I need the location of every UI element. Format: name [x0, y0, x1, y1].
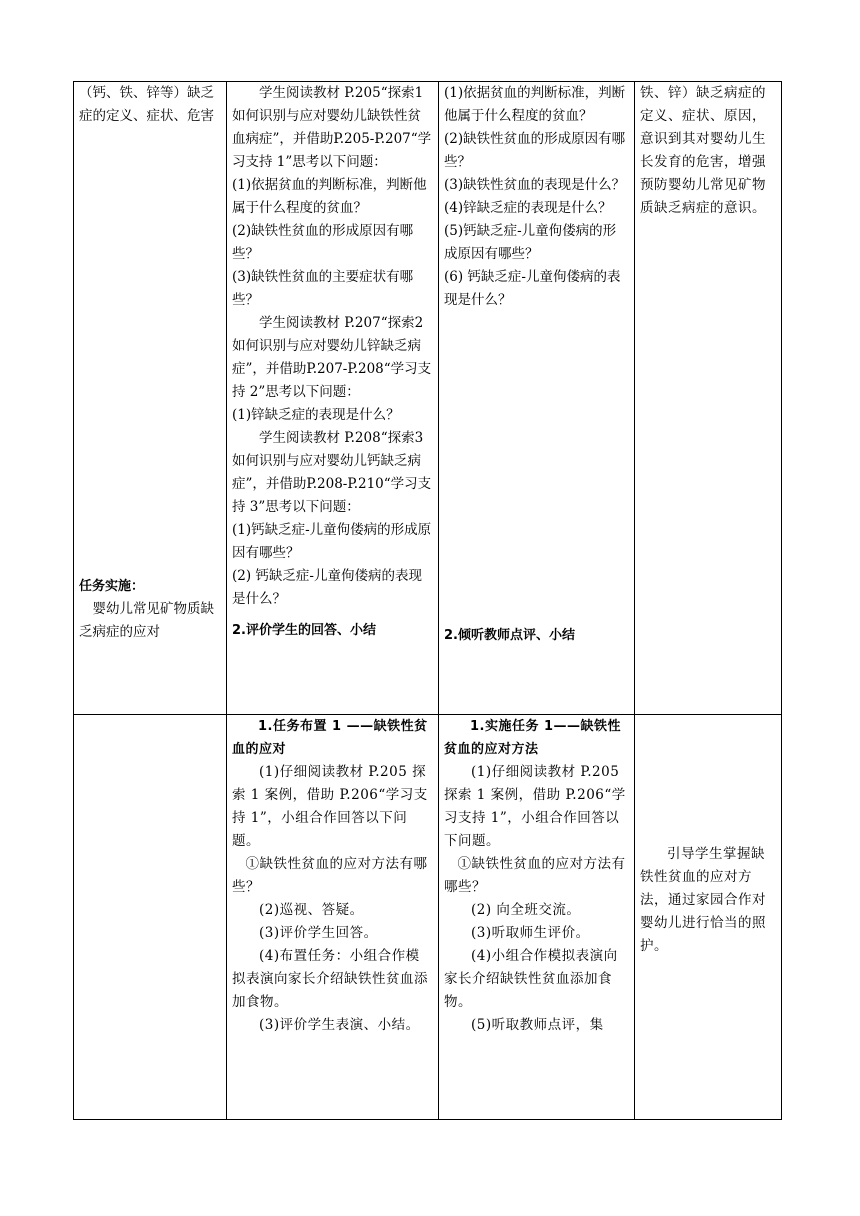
- student-paragraph: (2)缺铁性贫血的形成原因有哪些？: [444, 131, 626, 170]
- student-paragraph: (3)听取师生评价。: [471, 925, 590, 941]
- teacher-paragraph: (3)评价学生表演、小结。: [259, 1017, 420, 1033]
- student-paragraph: (2) 向全班交流。: [471, 902, 581, 918]
- teacher-paragraph: 学生阅读教材 P.205“探索1 如何识别与应对婴幼儿缺铁性贫血病症”，并借助P.205-P.207“学习支持 1”思考以下问题：: [232, 85, 432, 170]
- design-intent-cell: [635, 715, 782, 1120]
- teacher-paragraph: (1)仔细阅读教材 P.205 探索 1 案例，借助 P.206“学习支持 1”，小组合作回答以下问题。: [232, 764, 428, 849]
- student-paragraph: (3)缺铁性贫血的表现是什么？: [444, 177, 626, 193]
- teacher-paragraph: (1)钙缺乏症-儿童佝偻病的形成原因有哪些？: [232, 522, 432, 561]
- design-intent-cell: [635, 82, 782, 715]
- student-task-heading: 1.实施任务 1——缺铁性贫血的应对方法: [444, 719, 622, 757]
- teacher-paragraph: 学生阅读教材 P.208“探索3 如何识别与应对婴幼儿钙缺乏病症”，并借助P.208-P.210“学习支持 3”思考以下问题：: [232, 430, 432, 515]
- student-paragraph: (4)锌缺乏症的表现是什么？: [444, 200, 612, 216]
- teacher-paragraph: (1)依据贫血的判断标准，判断他属于什么程度的贫血？: [232, 177, 427, 216]
- design-intent-text: 铁、锌）缺乏病症的定义、症状、原因，意识到其对婴幼儿生长发育的危害，增强预防婴幼儿常见矿物质缺乏病症的意识。: [640, 85, 766, 216]
- student-step-heading: 2.倾听教师点评、小结: [444, 628, 575, 643]
- teacher-activity-cell: [227, 715, 439, 1120]
- design-intent-text: 引导学生掌握缺铁性贫血的应对方法，通过家园合作对婴幼儿进行恰当的照护。: [640, 846, 766, 954]
- teacher-paragraph: (2) 钙缺乏症-儿童佝偻病的表现是什么？: [232, 568, 422, 607]
- teacher-task-heading: 1.任务布置 1 ——缺铁性贫血的应对: [232, 719, 428, 757]
- teacher-paragraph: (2)缺铁性贫血的形成原因有哪些？: [232, 223, 414, 262]
- stage-content: （钙、铁、锌等）缺乏症的定义、症状、危害: [79, 85, 214, 124]
- teacher-paragraph: (4)布置任务：小组合作模拟表演向家长介绍缺铁性贫血添加食物。: [232, 948, 428, 1010]
- lesson-plan-table: [73, 81, 782, 1120]
- stage-content: 婴幼儿常见矿物质缺乏病症的应对: [79, 601, 214, 640]
- student-activity-cell: [439, 715, 635, 1120]
- student-activity-cell: [439, 82, 635, 715]
- student-paragraph: (5)听取教师点评，集: [471, 1017, 604, 1033]
- teacher-paragraph: (3)评价学生回答。: [259, 925, 378, 941]
- student-paragraph: (1)仔细阅读教材 P.205 探索 1 案例，借助 P.206“学习支持 1”，小组合作回答以下问题。: [444, 764, 626, 849]
- teacher-paragraph: (2)巡视、答疑。: [259, 902, 364, 918]
- stage-title: 任务实施：: [79, 579, 145, 594]
- teacher-paragraph: (1)锌缺乏症的表现是什么？: [232, 407, 400, 423]
- student-paragraph: ①缺铁性贫血的应对方法有哪些？: [444, 856, 626, 895]
- student-paragraph: (5)钙缺乏症-儿童佝偻病的形成原因有哪些？: [444, 223, 617, 262]
- student-paragraph: (6) 钙缺乏症-儿童佝偻病的表现是什么？: [444, 269, 621, 308]
- teacher-activity-cell: [227, 82, 439, 715]
- teacher-step-heading: 2.评价学生的回答、小结: [232, 623, 376, 638]
- student-paragraph: (1)依据贫血的判断标准，判断他属于什么程度的贫血？: [444, 85, 626, 124]
- teacher-paragraph: ①缺铁性贫血的应对方法有哪些？: [232, 856, 428, 895]
- teacher-paragraph: (3)缺铁性贫血的主要症状有哪些？: [232, 269, 414, 308]
- student-paragraph: (4)小组合作模拟表演向家长介绍缺铁性贫血添加食物。: [444, 948, 618, 1010]
- teacher-paragraph: 学生阅读教材 P.207“探索2 如何识别与应对婴幼儿锌缺乏病症”，并借助P.207-P.208“学习支持 2”思考以下问题：: [232, 315, 432, 400]
- table-row: [74, 715, 782, 1120]
- stage-cell: [74, 579, 227, 1120]
